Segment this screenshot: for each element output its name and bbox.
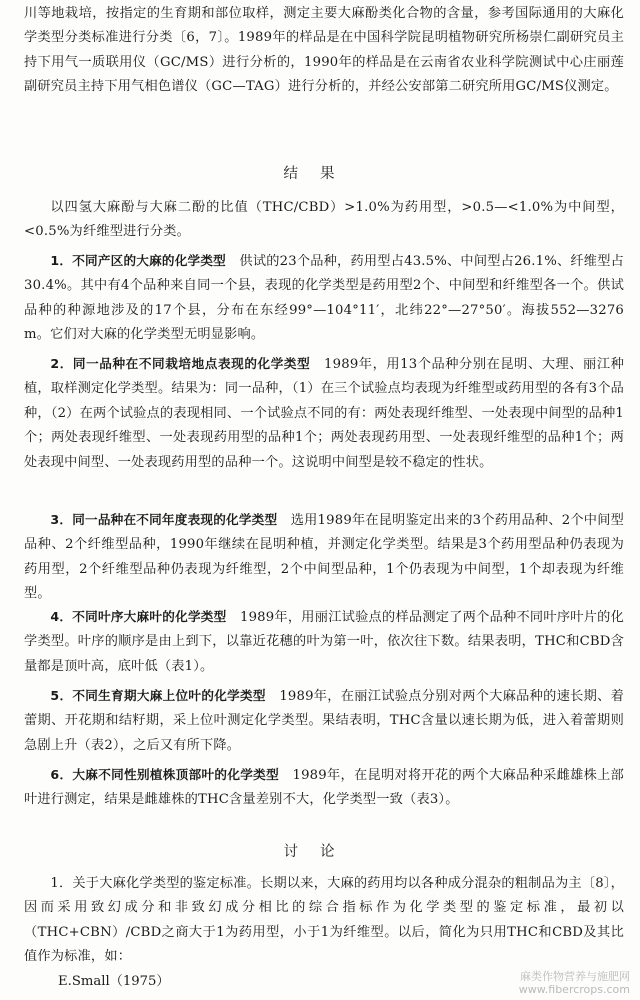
intro-text: 川等地栽培，按指定的生育期和部位取样，测定主要大麻酚类化合物的含量，参考国际通用的大麻化学类型分类标准进行分类〔6，7〕。1989年的样品是在中国科学院昆明植物研究所杨崇仁副研究员主持下用气一质联用仪（GC/MS）进行分析的，1990年的样品是在云南省农业科学院测试中心庄丽莲副研究员主持下用气相色谱仪（GC—TAG）进行分析的，并经公安部第二研究所用GC/MS仪测定。 — [24, 6, 624, 95]
discussion-1-text: 1．关于大麻化学类型的鉴定标准。长期以来，大麻的药用均以各种成分混杂的粗制品为主〔8〕，因而采用致幻成分和非致幻成分相比的综合指标作为化学类型的鉴定标准，最初以（THC+CBN）/CBD之商大于1为药用型，小于1为纤维型。以后，简化为只用THC和CBD及其比值作为标准，如： — [24, 876, 624, 965]
result-5-paragraph — [24, 684, 624, 758]
result-5-heading: 5．不同生育期大麻上位叶的化学类型 — [50, 688, 266, 703]
result-2-paragraph — [24, 352, 624, 475]
discussion-1-paragraph — [24, 872, 624, 970]
author-citation: E.Small（1975） — [58, 974, 170, 989]
result-4-paragraph — [24, 605, 624, 679]
results-intro-paragraph — [24, 196, 624, 245]
result-6-paragraph — [24, 763, 624, 813]
result-1-heading: 1．不同产区的大麻的化学类型 — [50, 253, 226, 268]
results-intro-text: 以四氢大麻酚与大麻二酚的比值（THC/CBD）>1.0%为药用型，>0.5—<1.0%为中间型，<0.5%为纤维型进行分类。 — [24, 200, 624, 240]
results-heading: 结果 — [283, 166, 357, 182]
result-1-text: 供试的23个品种，药用型占43.5%、中间型占26.1%、纤维型占30.4%。其中有4个品种来自同一个县，表现的化学类型是药用型2个、中间型和纤维型各一个。供试品种的种源地涉及的17个县，分布在东经99°—104°11′，北纬22°—27°50′。海拔552—3276 m。它们对大麻的化学类型无明显影响。 — [24, 254, 625, 343]
result-3-heading: 3．同一品种在不同年度表现的化学类型 — [50, 512, 278, 527]
result-5-text: 1989年，在丽江试验点分别对两个大麻品种的速长期、着蕾期、开花期和结籽期，采上位叶测定化学类型。果结表明，THC含量以速长期为低，进入着蕾期则急剧上升（表2），之后又有所下降。 — [24, 689, 624, 753]
watermark — [519, 970, 630, 996]
watermark-line-2: www.fibercrops.com — [518, 983, 630, 996]
result-2-text: 1989年，用13个品种分别在昆明、大理、丽江种植，取样测定化学类型。结果为：同一品种，（1）在三个试验点均表现为纤维型或药用型的各有3个品种，（2）在两个试验点的表现相同、一个试验点不同的有：两处表现纤维型、一处表现中间型的品种1个；两处表现纤维型、一处表现药用型的品种1个；两处表现药用型、一处表现纤维型的品种1个；两处表现中间型、一处表现药用型的品种一个。这说明中间型是较不稳定的性状。 — [24, 357, 624, 470]
result-6-text: 1989年，在昆明对将开花的两个大麻品种采雌雄株上部叶进行测定，结果是雌雄株的THC含量差别不大，化学类型一致（表3）。 — [24, 768, 624, 808]
result-3-text: 选用1989年在昆明鉴定出来的3个药用品种、2个中间型品种、2个纤维型品种，1990年继续在昆明种植，并测定化学类型。结果是3个药用型品种仍表现为药用型，2个纤维型品种仍表现为纤维型，2个中间型品种，1个仍表现为中间型，1个却表现为纤维型。 — [24, 513, 624, 602]
result-4-heading: 4．不同叶序大麻叶的化学类型 — [50, 609, 227, 624]
result-4-text: 1989年，用丽江试验点的样品测定了两个品种不同叶序叶片的化学类型。叶序的顺序是由上到下，以靠近花穗的叶为第一叶，依次往下数。结果表明，THC和CBD含量都是顶叶高，底叶低（表1）。 — [24, 610, 624, 674]
result-3-paragraph — [24, 508, 624, 607]
result-6-heading: 6．大麻不同性别植株顶部叶的化学类型 — [50, 767, 279, 782]
result-2-heading: 2．同一品种在不同栽培地点表现的化学类型 — [50, 356, 311, 371]
watermark-line-1: 麻类作物营养与施肥网 — [520, 970, 630, 983]
result-1-paragraph — [24, 249, 624, 348]
discussion-heading: 讨论 — [283, 844, 357, 860]
intro-paragraph — [24, 2, 624, 100]
